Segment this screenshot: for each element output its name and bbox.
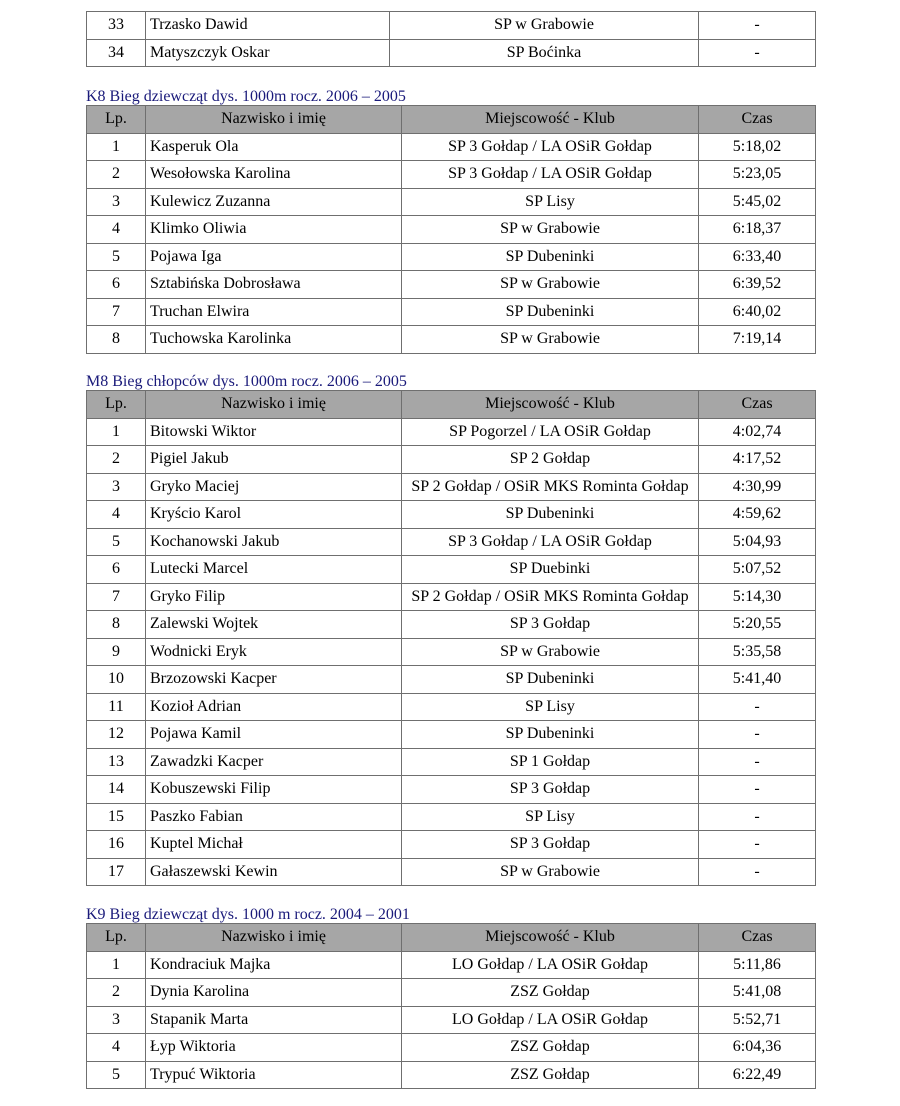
cell-time: -	[699, 39, 816, 67]
cell-lp: 4	[87, 501, 146, 529]
cell-lp: 5	[87, 1061, 146, 1089]
cell-time: 5:52,71	[699, 1006, 816, 1034]
cell-time: 5:04,93	[699, 528, 816, 556]
col-header-lp: Lp.	[87, 106, 146, 134]
cell-name: Sztabińska Dobrosława	[146, 271, 402, 299]
table-row	[87, 216, 816, 244]
table-row	[87, 611, 816, 639]
cell-time: 5:14,30	[699, 583, 816, 611]
cell-time: 6:18,37	[699, 216, 816, 244]
cell-lp: 9	[87, 638, 146, 666]
cell-club: SP Duebinki	[402, 556, 699, 584]
cell-name: Kozioł Adrian	[146, 693, 402, 721]
cell-lp: 7	[87, 298, 146, 326]
table-header-row	[87, 924, 816, 952]
cell-name: Kryścio Karol	[146, 501, 402, 529]
cell-lp: 33	[87, 12, 146, 40]
table-row	[87, 473, 816, 501]
cell-club: SP Dubeninki	[402, 298, 699, 326]
table-row	[87, 188, 816, 216]
cell-lp: 3	[87, 473, 146, 501]
cell-name: Bitowski Wiktor	[146, 418, 402, 446]
cell-club: SP w Grabowie	[402, 858, 699, 886]
results-table-k9	[86, 923, 816, 1089]
cell-lp: 8	[87, 326, 146, 354]
table-row	[87, 638, 816, 666]
cell-name: Klimko Oliwia	[146, 216, 402, 244]
results-table-k8	[86, 105, 816, 354]
cell-lp: 16	[87, 831, 146, 859]
cell-lp: 8	[87, 611, 146, 639]
cell-lp: 1	[87, 133, 146, 161]
col-header-time: Czas	[699, 924, 816, 952]
cell-name: Trypuć Wiktoria	[146, 1061, 402, 1089]
continuation-body	[87, 12, 816, 67]
cell-name: Kondraciuk Majka	[146, 951, 402, 979]
table-row	[87, 831, 816, 859]
cell-time: -	[699, 803, 816, 831]
cell-name: Wodnicki Eryk	[146, 638, 402, 666]
col-header-lp: Lp.	[87, 391, 146, 419]
cell-time: 5:18,02	[699, 133, 816, 161]
cell-lp: 4	[87, 1034, 146, 1062]
table-body-k9	[87, 951, 816, 1089]
cell-lp: 2	[87, 446, 146, 474]
cell-time: 5:41,40	[699, 666, 816, 694]
cell-club: SP w Grabowie	[402, 271, 699, 299]
cell-lp: 2	[87, 161, 146, 189]
cell-club: SP w Grabowie	[390, 12, 699, 40]
cell-club: SP w Grabowie	[402, 638, 699, 666]
cell-club: SP 3 Gołdap	[402, 831, 699, 859]
table-row	[87, 418, 816, 446]
table-row	[87, 556, 816, 584]
table-row	[87, 776, 816, 804]
table-header-row	[87, 391, 816, 419]
cell-name: Zawadzki Kacper	[146, 748, 402, 776]
cell-lp: 14	[87, 776, 146, 804]
table-row	[87, 803, 816, 831]
table-row	[87, 39, 816, 67]
cell-time: 6:40,02	[699, 298, 816, 326]
table-header-row	[87, 106, 816, 134]
cell-club: SP Lisy	[402, 803, 699, 831]
table-body-k8	[87, 133, 816, 353]
table-row	[87, 1034, 816, 1062]
cell-name: Brzozowski Kacper	[146, 666, 402, 694]
table-row	[87, 326, 816, 354]
table-row	[87, 243, 816, 271]
cell-club: SP w Grabowie	[402, 326, 699, 354]
table-row	[87, 951, 816, 979]
cell-club: ZSZ Gołdap	[402, 1034, 699, 1062]
table-row	[87, 858, 816, 886]
table-row	[87, 1061, 816, 1089]
cell-name: Kochanowski Jakub	[146, 528, 402, 556]
cell-name: Pojawa Kamil	[146, 721, 402, 749]
cell-club: SP Dubeninki	[402, 666, 699, 694]
cell-name: Łyp Wiktoria	[146, 1034, 402, 1062]
cell-name: Lutecki Marcel	[146, 556, 402, 584]
table-row	[87, 446, 816, 474]
cell-club: SP 3 Gołdap	[402, 776, 699, 804]
col-header-name: Nazwisko i imię	[146, 391, 402, 419]
table-row	[87, 666, 816, 694]
col-header-time: Czas	[699, 106, 816, 134]
cell-time: 4:17,52	[699, 446, 816, 474]
cell-club: SP Lisy	[402, 188, 699, 216]
table-row	[87, 161, 816, 189]
cell-time: 5:23,05	[699, 161, 816, 189]
cell-lp: 17	[87, 858, 146, 886]
table-row	[87, 979, 816, 1007]
cell-time: -	[699, 693, 816, 721]
col-header-lp: Lp.	[87, 924, 146, 952]
cell-time: -	[699, 721, 816, 749]
cell-name: Kasperuk Ola	[146, 133, 402, 161]
cell-name: Wesołowska Karolina	[146, 161, 402, 189]
cell-club: ZSZ Gołdap	[402, 1061, 699, 1089]
table-row	[87, 721, 816, 749]
cell-time: 6:39,52	[699, 271, 816, 299]
cell-lp: 11	[87, 693, 146, 721]
cell-club: SP Boćinka	[390, 39, 699, 67]
cell-time: 5:35,58	[699, 638, 816, 666]
cell-name: Zalewski Wojtek	[146, 611, 402, 639]
col-header-club: Miejscowość - Klub	[402, 391, 699, 419]
cell-lp: 13	[87, 748, 146, 776]
cell-lp: 5	[87, 528, 146, 556]
cell-name: Gałaszewski Kewin	[146, 858, 402, 886]
cell-club: SP 3 Gołdap	[402, 611, 699, 639]
cell-name: Kuptel Michał	[146, 831, 402, 859]
cell-name: Dynia Karolina	[146, 979, 402, 1007]
cell-lp: 2	[87, 979, 146, 1007]
cell-name: Matyszczyk Oskar	[146, 39, 390, 67]
table-row	[87, 583, 816, 611]
cell-lp: 1	[87, 951, 146, 979]
cell-lp: 6	[87, 271, 146, 299]
cell-time: 4:02,74	[699, 418, 816, 446]
cell-club: SP 1 Gołdap	[402, 748, 699, 776]
cell-club: LO Gołdap / LA OSiR Gołdap	[402, 1006, 699, 1034]
cell-time: 6:22,49	[699, 1061, 816, 1089]
cell-time: 5:20,55	[699, 611, 816, 639]
cell-time: 5:07,52	[699, 556, 816, 584]
cell-club: SP w Grabowie	[402, 216, 699, 244]
col-header-name: Nazwisko i imię	[146, 106, 402, 134]
cell-time: 7:19,14	[699, 326, 816, 354]
cell-club: LO Gołdap / LA OSiR Gołdap	[402, 951, 699, 979]
cell-name: Stapanik Marta	[146, 1006, 402, 1034]
cell-club: SP Dubeninki	[402, 243, 699, 271]
cell-club: SP 3 Gołdap / LA OSiR Gołdap	[402, 528, 699, 556]
cell-name: Pigiel Jakub	[146, 446, 402, 474]
cell-club: SP 2 Gołdap	[402, 446, 699, 474]
cell-time: 6:33,40	[699, 243, 816, 271]
section-title-m8: M8 Bieg chłopców dys. 1000m rocz. 2006 – 2005	[86, 373, 407, 390]
cell-time: -	[699, 12, 816, 40]
col-header-club: Miejscowość - Klub	[402, 924, 699, 952]
cell-name: Kobuszewski Filip	[146, 776, 402, 804]
cell-time: 5:45,02	[699, 188, 816, 216]
cell-time: 4:30,99	[699, 473, 816, 501]
col-header-name: Nazwisko i imię	[146, 924, 402, 952]
cell-club: SP 2 Gołdap / OSiR MKS Rominta Gołdap	[402, 473, 699, 501]
section-title-k8: K8 Bieg dziewcząt dys. 1000m rocz. 2006 – 2005	[86, 88, 406, 105]
cell-name: Trzasko Dawid	[146, 12, 390, 40]
cell-time: -	[699, 748, 816, 776]
table-row	[87, 298, 816, 326]
cell-time: 5:41,08	[699, 979, 816, 1007]
cell-club: SP Dubeninki	[402, 501, 699, 529]
cell-lp: 34	[87, 39, 146, 67]
cell-club: SP 3 Gołdap / LA OSiR Gołdap	[402, 161, 699, 189]
cell-lp: 3	[87, 1006, 146, 1034]
table-row	[87, 693, 816, 721]
cell-time: 6:04,36	[699, 1034, 816, 1062]
cell-name: Pojawa Iga	[146, 243, 402, 271]
cell-name: Kulewicz Zuzanna	[146, 188, 402, 216]
cell-time: -	[699, 858, 816, 886]
cell-lp: 1	[87, 418, 146, 446]
results-table-continuation	[86, 11, 816, 67]
results-table-m8	[86, 390, 816, 886]
table-row	[87, 133, 816, 161]
table-row	[87, 528, 816, 556]
cell-time: 5:11,86	[699, 951, 816, 979]
cell-club: SP 3 Gołdap / LA OSiR Gołdap	[402, 133, 699, 161]
cell-club: SP Dubeninki	[402, 721, 699, 749]
cell-name: Gryko Filip	[146, 583, 402, 611]
col-header-time: Czas	[699, 391, 816, 419]
table-row	[87, 748, 816, 776]
cell-time: 4:59,62	[699, 501, 816, 529]
table-row	[87, 501, 816, 529]
cell-club: SP 2 Gołdap / OSiR MKS Rominta Gołdap	[402, 583, 699, 611]
cell-lp: 7	[87, 583, 146, 611]
cell-lp: 6	[87, 556, 146, 584]
table-row	[87, 12, 816, 40]
cell-lp: 12	[87, 721, 146, 749]
table-row	[87, 1006, 816, 1034]
cell-lp: 15	[87, 803, 146, 831]
section-title-k9: K9 Bieg dziewcząt dys. 1000 m rocz. 2004 – 2001	[86, 906, 410, 923]
cell-name: Tuchowska Karolinka	[146, 326, 402, 354]
cell-lp: 10	[87, 666, 146, 694]
table-body-m8	[87, 418, 816, 886]
col-header-club: Miejscowość - Klub	[402, 106, 699, 134]
cell-lp: 4	[87, 216, 146, 244]
cell-time: -	[699, 831, 816, 859]
cell-club: SP Lisy	[402, 693, 699, 721]
cell-name: Truchan Elwira	[146, 298, 402, 326]
cell-club: ZSZ Gołdap	[402, 979, 699, 1007]
cell-lp: 5	[87, 243, 146, 271]
table-row	[87, 271, 816, 299]
cell-time: -	[699, 776, 816, 804]
cell-club: SP Pogorzel / LA OSiR Gołdap	[402, 418, 699, 446]
cell-name: Gryko Maciej	[146, 473, 402, 501]
cell-name: Paszko Fabian	[146, 803, 402, 831]
cell-lp: 3	[87, 188, 146, 216]
